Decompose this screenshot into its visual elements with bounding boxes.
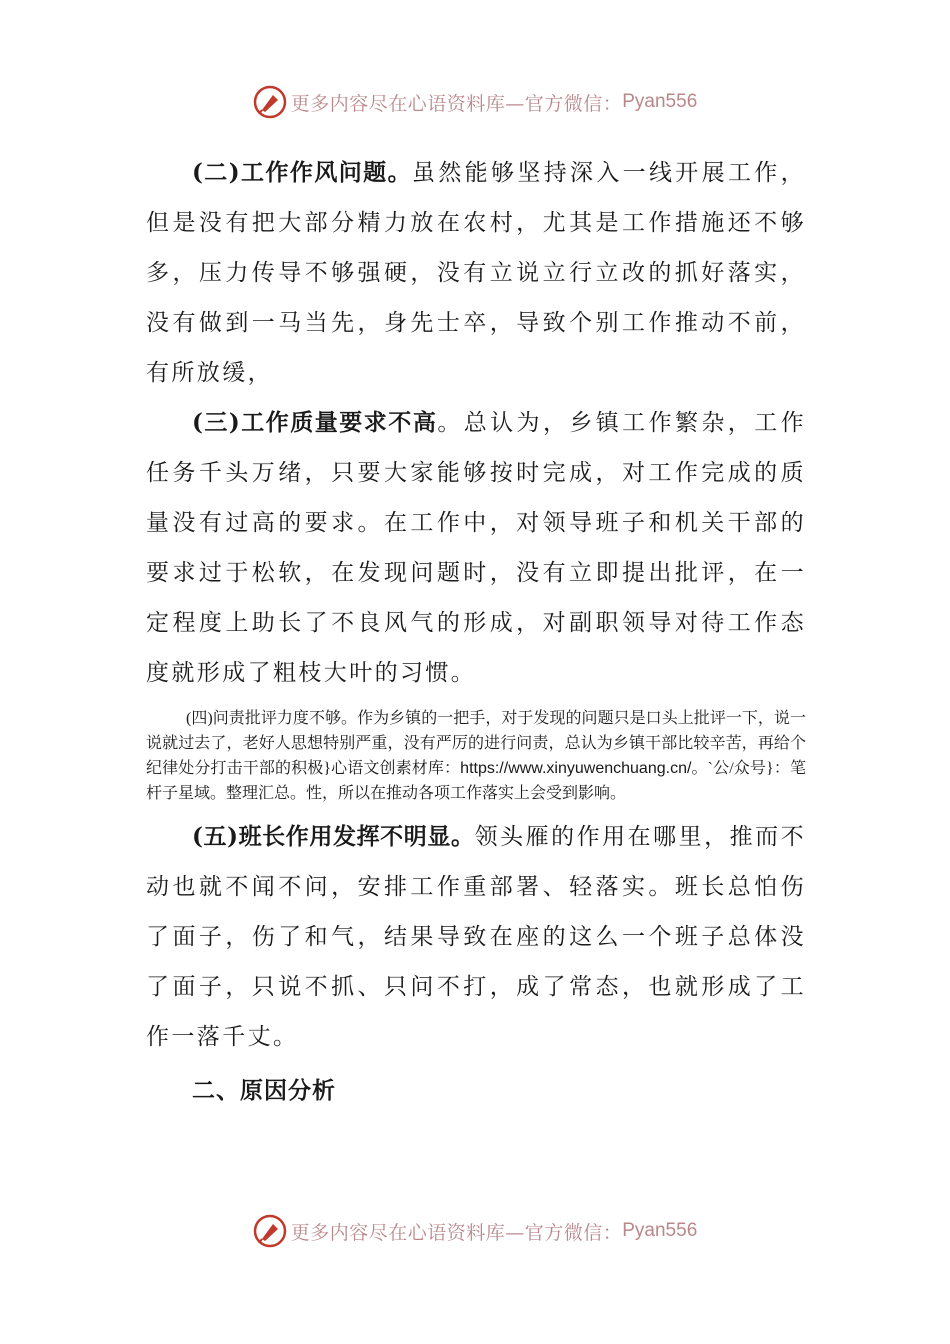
pen-nib-logo-icon (253, 85, 287, 119)
paragraph-text: 领头雁的作用在哪里，推而不动也就不闻不问，安排工作重部署、轻落实。班长总怕伤了面子，伤了和气，结果导致在座的这么一个班子总体没了面子，只说不抓、只问不打，成了常态，也就形成了工作一落千丈。 (146, 824, 807, 1050)
paragraph-heading: (三)工作质量要求不高 (192, 409, 438, 436)
pen-nib-logo-icon (253, 1214, 287, 1248)
paragraph-work-quality (146, 398, 806, 698)
paragraph-work-style (146, 148, 806, 398)
banner-wechat-id: Pyan556 (622, 1220, 698, 1241)
paragraph-heading: (二)工作作风问题。 (192, 159, 413, 186)
paragraph-text: 虽然能够坚持深入一线开展工作，但是没有把大部分精力放在农村，尤其是工作措施还不够多，压力传导不够强硬，没有立说立行立改的抓好落实，没有做到一马当先，身先士卒，导致个别工作推动不前，有所放缓， (146, 160, 807, 386)
banner-wechat-id: Pyan556 (622, 91, 698, 112)
footer-watermark-banner (0, 1211, 950, 1251)
paragraph-text: 。`公/众号}：笔杆子星域。整理汇总。性，所以在推动各项工作落实上会受到影响。 (146, 760, 806, 802)
paragraph-accountability (146, 698, 806, 812)
document-body (146, 148, 806, 1116)
paragraph-text: (四)问责批评力度不够。作为乡镇的一把手，对于发现的问题只是口头上批评一下，说一说就过去了，老好人思想特别严重，没有严厉的进行问责，总认为乡镇干部比较辛苦，再给个纪律处分打击干部的积极}心语文创素材库： (146, 710, 806, 777)
section-title: 二、原因分析 (192, 1077, 336, 1104)
header-watermark-banner (0, 82, 950, 122)
banner-text: 更多内容尽在心语资料库—官方微信： (290, 92, 623, 115)
banner-text: 更多内容尽在心语资料库—官方微信： (290, 1221, 623, 1244)
paragraph-text: 。总认为，乡镇工作繁杂，工作任务千头万绪，只要大家能够按时完成，对工作完成的质量没有过高的要求。在工作中，对领导班子和机关干部的要求过于松软，在发现问题时，没有立即提出批评，在一定程度上助长了不良风气的形成，对副职领导对待工作态度就形成了粗枝大叶的习惯。 (146, 410, 806, 686)
paragraph-url: https://www.xinyuwenchuang.cn/ (460, 760, 692, 777)
paragraph-heading: (五)班长作用发挥不明显。 (192, 823, 475, 850)
paragraph-leader-role (146, 812, 806, 1062)
